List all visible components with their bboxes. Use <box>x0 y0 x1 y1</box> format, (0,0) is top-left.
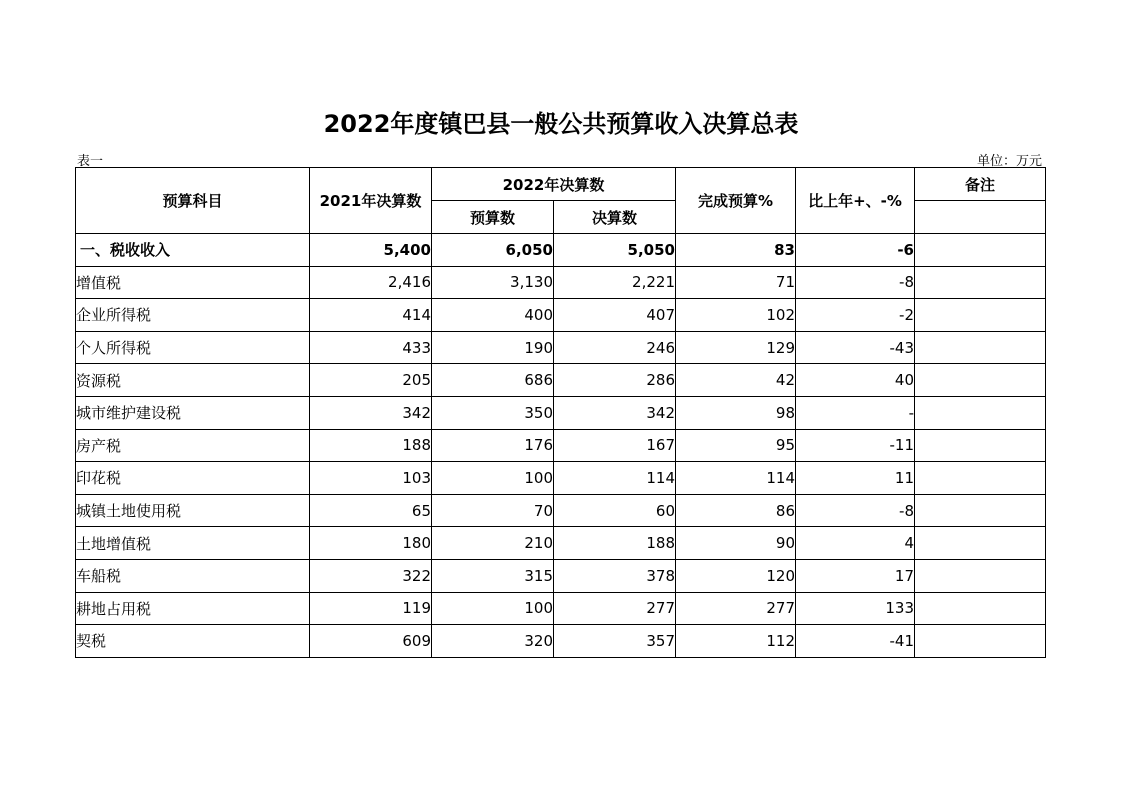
row-change: -41 <box>796 625 915 658</box>
row-final: 342 <box>554 396 676 429</box>
header-completion: 完成预算% <box>676 168 796 234</box>
header-subject: 预算科目 <box>76 168 310 234</box>
row-final: 378 <box>554 559 676 592</box>
table-row <box>76 462 1046 495</box>
row-change: - <box>796 396 915 429</box>
row-budget: 320 <box>432 625 554 658</box>
row-completion: 71 <box>676 266 796 299</box>
row-completion: 102 <box>676 299 796 332</box>
row-completion: 83 <box>676 234 796 267</box>
row-2021-final: 103 <box>310 462 432 495</box>
table-row <box>76 559 1046 592</box>
table-row <box>76 299 1046 332</box>
row-change: -43 <box>796 331 915 364</box>
row-2021-final: 414 <box>310 299 432 332</box>
row-name: 城镇土地使用税 <box>76 494 310 527</box>
row-change: -8 <box>796 494 915 527</box>
table-row <box>76 625 1046 658</box>
row-name: 城市维护建设税 <box>76 396 310 429</box>
row-remark <box>915 462 1046 495</box>
row-budget: 686 <box>432 364 554 397</box>
table-row <box>76 396 1046 429</box>
row-remark <box>915 331 1046 364</box>
row-budget: 210 <box>432 527 554 560</box>
row-completion: 129 <box>676 331 796 364</box>
row-name: 车船税 <box>76 559 310 592</box>
row-budget: 315 <box>432 559 554 592</box>
row-final: 286 <box>554 364 676 397</box>
row-remark <box>915 625 1046 658</box>
header-remark-blank <box>915 201 1046 234</box>
header-budget: 预算数 <box>432 201 554 234</box>
table-row <box>76 494 1046 527</box>
header-change: 比上年+、-% <box>796 168 915 234</box>
table-number: 表一 <box>77 154 104 169</box>
row-remark <box>915 396 1046 429</box>
row-2021-final: 119 <box>310 592 432 625</box>
unit-label: 单位：万元 <box>976 154 1042 169</box>
row-completion: 277 <box>676 592 796 625</box>
row-remark <box>915 234 1046 267</box>
row-2021-final: 205 <box>310 364 432 397</box>
row-remark <box>915 494 1046 527</box>
row-final: 114 <box>554 462 676 495</box>
row-name: 资源税 <box>76 364 310 397</box>
row-2021-final: 180 <box>310 527 432 560</box>
table-row <box>76 331 1046 364</box>
table-body <box>76 234 1046 658</box>
row-remark <box>915 527 1046 560</box>
row-completion: 120 <box>676 559 796 592</box>
row-name: 增值税 <box>76 266 310 299</box>
row-final: 407 <box>554 299 676 332</box>
row-change: 17 <box>796 559 915 592</box>
row-budget: 100 <box>432 592 554 625</box>
table-row <box>76 592 1046 625</box>
table-row <box>76 429 1046 462</box>
row-remark <box>915 559 1046 592</box>
row-remark <box>915 592 1046 625</box>
row-budget: 400 <box>432 299 554 332</box>
row-final: 2,221 <box>554 266 676 299</box>
row-2021-final: 188 <box>310 429 432 462</box>
row-final: 60 <box>554 494 676 527</box>
table-row <box>76 364 1046 397</box>
row-name: 土地增值税 <box>76 527 310 560</box>
row-name: 企业所得税 <box>76 299 310 332</box>
row-change: 133 <box>796 592 915 625</box>
row-name: 耕地占用税 <box>76 592 310 625</box>
row-name: 契税 <box>76 625 310 658</box>
row-final: 5,050 <box>554 234 676 267</box>
row-budget: 70 <box>432 494 554 527</box>
row-completion: 95 <box>676 429 796 462</box>
table-row <box>76 266 1046 299</box>
row-2021-final: 609 <box>310 625 432 658</box>
table-row <box>76 527 1046 560</box>
row-remark <box>915 429 1046 462</box>
row-2021-final: 342 <box>310 396 432 429</box>
row-final: 357 <box>554 625 676 658</box>
table-row <box>76 234 1046 267</box>
row-final: 167 <box>554 429 676 462</box>
row-2021-final: 2,416 <box>310 266 432 299</box>
row-name: 个人所得税 <box>76 331 310 364</box>
row-change: 11 <box>796 462 915 495</box>
row-final: 246 <box>554 331 676 364</box>
row-completion: 90 <box>676 527 796 560</box>
row-completion: 42 <box>676 364 796 397</box>
row-2021-final: 433 <box>310 331 432 364</box>
row-budget: 3,130 <box>432 266 554 299</box>
row-completion: 98 <box>676 396 796 429</box>
row-remark <box>915 299 1046 332</box>
row-remark <box>915 364 1046 397</box>
row-change: -11 <box>796 429 915 462</box>
row-completion: 112 <box>676 625 796 658</box>
row-budget: 176 <box>432 429 554 462</box>
page-title: 2022年度镇巴县一般公共预算收入决算总表 <box>323 110 799 138</box>
header-final: 决算数 <box>554 201 676 234</box>
row-completion: 86 <box>676 494 796 527</box>
row-completion: 114 <box>676 462 796 495</box>
row-budget: 6,050 <box>432 234 554 267</box>
row-change: 4 <box>796 527 915 560</box>
row-change: 40 <box>796 364 915 397</box>
row-2021-final: 5,400 <box>310 234 432 267</box>
row-budget: 190 <box>432 331 554 364</box>
header-2022-final: 2022年决算数 <box>432 168 676 201</box>
row-change: -2 <box>796 299 915 332</box>
row-budget: 100 <box>432 462 554 495</box>
row-budget: 350 <box>432 396 554 429</box>
header-remark: 备注 <box>915 168 1046 201</box>
header-2021-final: 2021年决算数 <box>310 168 432 234</box>
row-final: 277 <box>554 592 676 625</box>
row-2021-final: 322 <box>310 559 432 592</box>
row-change: -8 <box>796 266 915 299</box>
row-name: 房产税 <box>76 429 310 462</box>
row-final: 188 <box>554 527 676 560</box>
row-name: 一、税收收入 <box>76 234 310 267</box>
row-2021-final: 65 <box>310 494 432 527</box>
row-change: -6 <box>796 234 915 267</box>
revenue-table <box>75 167 1046 658</box>
row-remark <box>915 266 1046 299</box>
row-name: 印花税 <box>76 462 310 495</box>
